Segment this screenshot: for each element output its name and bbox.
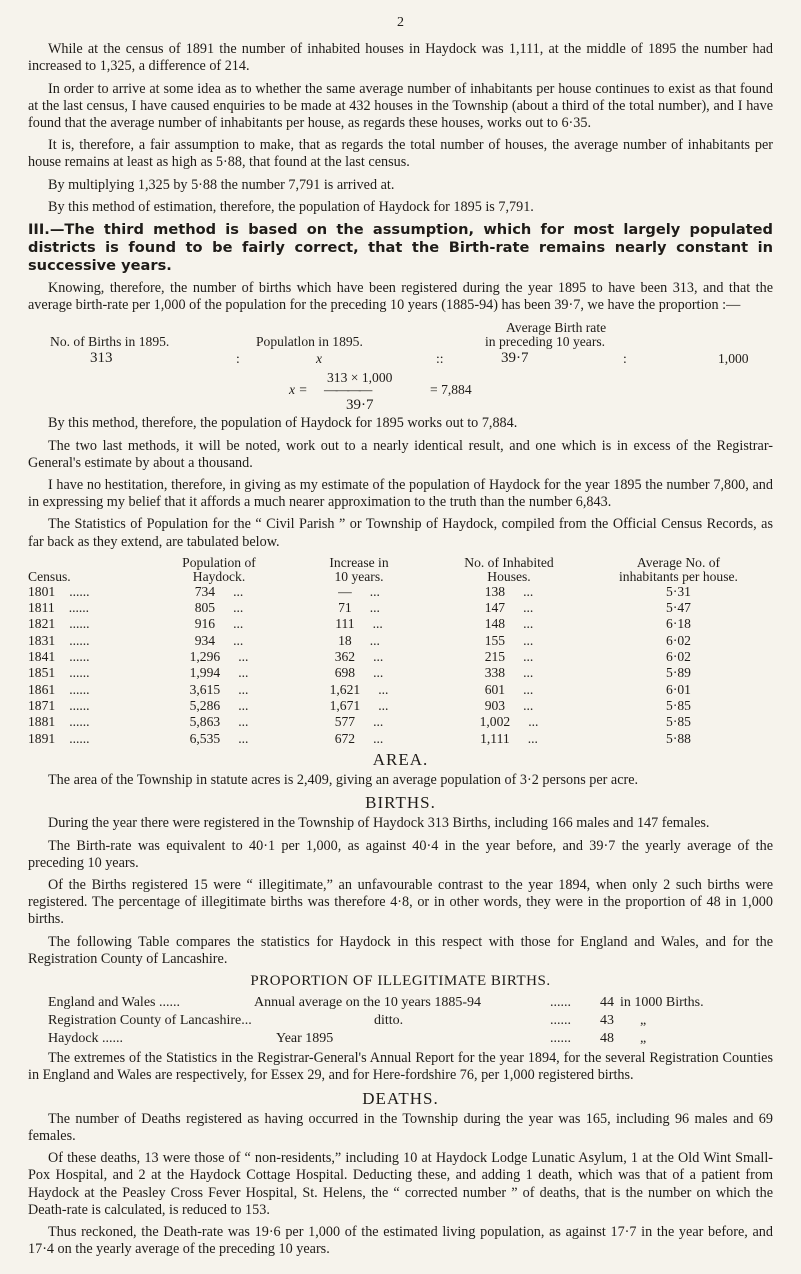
paragraph: The Birth-rate was equivalent to 40·1 per 1,000, as against 40·4 in the year before, and 39·7 the yearly average of the preceding 10 years. xyxy=(28,837,773,871)
leader-dots: ... xyxy=(233,632,244,648)
census-year-cell: 1861 xyxy=(28,681,56,697)
table-row xyxy=(28,584,773,600)
table-row xyxy=(28,731,773,747)
census-year-cell: 1891 xyxy=(28,730,56,746)
leader-dots: ... xyxy=(238,714,249,730)
census-increase-cell: 672 xyxy=(334,730,356,746)
table-header: Census. xyxy=(28,568,71,584)
paragraph: Of these deaths, 13 were those of “ non-residents,” including 10 at Haydock Lodge Lunatic Asylum, 1 at the Old Wint Small-Pox Hospital, and 2 at the Haydock Cottage Hospital. Deducting these, and adding 1 death, which was that of a patient from Haydock at the Peasley Cross Fever Hospital, St. Helens, the “ corrected number ” of deaths, that is the number on which the Death-rate is calculated, is reduced to 153. xyxy=(28,1150,773,1218)
table-header xyxy=(28,556,154,570)
leader-dots: ... xyxy=(523,632,534,648)
page-number: 2 xyxy=(397,15,404,30)
census-year-cell: 1821 xyxy=(28,616,56,632)
intro-section xyxy=(28,41,773,216)
table-row xyxy=(28,682,773,698)
leader-dots: ...... xyxy=(69,649,90,665)
leader-dots: ... xyxy=(373,730,384,746)
leader-dots: ... xyxy=(373,665,384,681)
leader-dots: ... xyxy=(527,730,538,746)
leader-dots: ... xyxy=(523,616,534,632)
census-increase-cell: 111 xyxy=(335,616,355,632)
paragraph: The extremes of the Statistics in the Registrar-General's Annual Report for the year 1894, for the several Registration Counties in England and Wales are respectively, for Essex 29, and for Here-fordshire 76, per 1,000 registered births. xyxy=(28,1050,773,1084)
proportion-births: 313 xyxy=(90,350,113,367)
paragraph: By this method, therefore, the population of Haydock for 1895 works out to 7,884. xyxy=(48,415,518,432)
leader-dots: ...... xyxy=(69,681,90,697)
table-row xyxy=(28,600,773,616)
illegitimate-heading: PROPORTION OF ILLEGITIMATE BIRTHS. xyxy=(250,973,551,990)
paragraph: The number of Deaths registered as having occurred in the Township during the year was 165, including 96 males and 69 females. xyxy=(28,1110,773,1145)
ill-dots: ...... xyxy=(550,995,571,1011)
paragraph: Thus reckoned, the Death-rate was 19·6 per 1,000 of the estimated living population, as against 17·7 in the year before, and 17·4 on the yearly average of the preceding 10 years. xyxy=(28,1224,773,1258)
census-table xyxy=(28,556,773,747)
leader-dots: ... xyxy=(369,600,380,616)
leader-dots: ... xyxy=(373,649,384,665)
census-average-cell: 5·47 xyxy=(666,600,691,616)
census-population-cell: 5,863 xyxy=(189,714,221,730)
table-header: Population of xyxy=(182,554,256,570)
proportion-sep: :: xyxy=(436,351,444,367)
census-houses-cell: 601 xyxy=(484,681,506,697)
table-header: Haydock. xyxy=(192,568,246,584)
leader-dots: ... xyxy=(233,600,244,616)
table-header: Houses. xyxy=(487,568,531,584)
census-year-cell: 1831 xyxy=(28,632,56,648)
leader-dots: ... xyxy=(238,665,249,681)
leader-dots: ... xyxy=(523,583,534,599)
proportion-header-births: No. of Births in 1895. xyxy=(50,334,170,350)
census-population-cell: 1,994 xyxy=(189,665,221,681)
leader-dots: ... xyxy=(372,616,383,632)
paragraph: I have no hestitation, therefore, in giving as my estimate of the population of Haydock for the year 1895 the number 7,800, and in expressing my belief that it affords a much nearer approximation to the truth than the number 6,843. xyxy=(28,477,773,511)
paragraph: The following Table compares the statistics for Haydock in this respect with those for England and Wales, and for the Registration County of Lancashire. xyxy=(28,933,773,967)
census-average-cell: 5·85 xyxy=(666,714,691,730)
ill-unit: in 1000 Births. xyxy=(620,995,704,1011)
paragraph: The Statistics of Population for the “ Civil Parish ” or Township of Haydock, compiled from the Official Census Records, as far back as they extend, are tabulated below. xyxy=(28,516,773,550)
leader-dots: ... xyxy=(523,600,534,616)
birth-rate-proportion xyxy=(28,319,773,415)
census-population-cell: 805 xyxy=(194,600,216,616)
proportion-sep: : xyxy=(623,351,627,367)
census-increase-cell: 18 xyxy=(338,632,352,648)
ill-period: Year 1895 xyxy=(276,1031,334,1047)
area-heading: AREA. xyxy=(372,749,429,769)
census-year-cell: 1841 xyxy=(28,649,56,665)
ill-area: England and Wales ...... xyxy=(48,995,180,1011)
leader-dots: ... xyxy=(233,616,244,632)
paragraph: During the year there were registered in the Township of Haydock 313 Births, including 166 males and 147 females. xyxy=(48,815,710,832)
leader-dots: ... xyxy=(238,649,249,665)
leader-dots: ... xyxy=(523,649,534,665)
proportion-x: x xyxy=(316,351,323,367)
table-header: 10 years. xyxy=(334,568,384,584)
after-method-section xyxy=(28,415,773,550)
paragraph: It is, therefore, a fair assumption to make, that as regards the total number of houses, the average number of inhabitants per house remains at least as high as 5·88, that found at the last census. xyxy=(28,137,773,171)
leader-dots: ...... xyxy=(69,583,90,599)
census-houses-cell: 903 xyxy=(484,697,506,713)
proportion-thousand: 1,000 xyxy=(718,351,749,367)
ill-unit: „ xyxy=(640,1031,647,1047)
census-houses-cell: 147 xyxy=(484,600,506,616)
deaths-heading: DEATHS. xyxy=(362,1088,439,1108)
leader-dots: ...... xyxy=(69,697,90,713)
ill-value: 44 xyxy=(600,995,614,1011)
paragraph: While at the census of 1891 the number of inhabited houses in Haydock was 1,111, at the middle of 1895 the number had increased to 1,325, a difference of 214. xyxy=(28,41,773,75)
census-increase-cell: 698 xyxy=(334,665,356,681)
census-average-cell: 6·01 xyxy=(666,681,691,697)
table-header: Increase in xyxy=(329,554,389,570)
ill-dots: ...... xyxy=(550,1031,571,1047)
paragraph: By this method of estimation, therefore, the population of Haydock for 1895 is 7,791. xyxy=(48,198,534,215)
proportion-header-population: Populatlon in 1895. xyxy=(256,334,363,350)
table-header-row xyxy=(28,570,773,584)
census-increase-cell: 71 xyxy=(338,600,352,616)
ill-period: Annual average on the 10 years 1885-94 xyxy=(254,995,482,1011)
census-average-cell: 6·02 xyxy=(666,632,691,648)
formula-denominator: 39·7 xyxy=(346,397,374,414)
paragraph: The area of the Township in statute acres is 2,409, giving an average population of 3·2 persons per acre. xyxy=(48,772,639,789)
census-increase-cell: 1,621 xyxy=(329,681,361,697)
census-year-cell: 1801 xyxy=(28,583,56,599)
census-houses-cell: 215 xyxy=(484,649,506,665)
census-year-cell: 1851 xyxy=(28,665,56,681)
census-increase-cell: — xyxy=(338,583,352,599)
census-year-cell: 1871 xyxy=(28,697,56,713)
census-increase-cell: 362 xyxy=(334,649,356,665)
paragraph: In order to arrive at some idea as to whether the same average number of inhabitants per house continues to exist as that found at the last census, I have caused enquiries to be made at 432 houses in the Township (about a third of the total number), and I have found that the average number of inhabitants per house, as regards these houses, works out to 6·35. xyxy=(28,80,773,132)
formula-numerator: 313 × 1,000 xyxy=(327,370,393,386)
leader-dots: ... xyxy=(369,632,380,648)
table-row xyxy=(28,616,773,632)
ill-value: 48 xyxy=(600,1031,614,1047)
leader-dots: ... xyxy=(233,583,244,599)
census-population-cell: 734 xyxy=(194,583,216,599)
ill-period: ditto. xyxy=(374,1013,404,1029)
births-heading: BIRTHS. xyxy=(365,793,436,813)
leader-dots: ... xyxy=(373,714,384,730)
census-houses-cell: 155 xyxy=(484,632,506,648)
census-average-cell: 6·18 xyxy=(666,616,691,632)
census-increase-cell: 1,671 xyxy=(329,697,361,713)
census-average-cell: 5·89 xyxy=(666,665,691,681)
illegitimate-table xyxy=(28,994,773,1050)
leader-dots: ... xyxy=(523,681,534,697)
table-row xyxy=(28,714,773,730)
table-row xyxy=(28,665,773,681)
leader-dots: ... xyxy=(378,681,389,697)
census-population-cell: 5,286 xyxy=(189,697,221,713)
paragraph: By multiplying 1,325 by 5·88 the number 7,791 is arrived at. xyxy=(48,176,395,193)
leader-dots: ... xyxy=(369,583,380,599)
leader-dots: ... xyxy=(528,714,539,730)
census-year-cell: 1881 xyxy=(28,714,56,730)
table-row xyxy=(28,633,773,649)
formula-x-equals: x = xyxy=(289,382,308,398)
document-page xyxy=(28,14,773,1264)
census-houses-cell: 138 xyxy=(484,583,506,599)
proportion-sep: : xyxy=(236,351,240,367)
leader-dots: ... xyxy=(378,697,389,713)
leader-dots: ...... xyxy=(69,616,90,632)
census-population-cell: 6,535 xyxy=(189,730,221,746)
proportion-header-rate-1: Average Birth rate xyxy=(506,320,607,336)
census-houses-cell: 148 xyxy=(484,616,506,632)
paragraph: Knowing, therefore, the number of births which have been registered during the year 1895 to have been 313, and that the average birth-rate per 1,000 of the population for the preceding 10 years (1885-94) has been 39·7, we have the proportion :— xyxy=(28,280,773,314)
leader-dots: ...... xyxy=(69,665,90,681)
leader-dots: ...... xyxy=(69,714,90,730)
ill-area: Registration County of Lancashire... xyxy=(48,1013,252,1029)
census-average-cell: 5·88 xyxy=(666,730,691,746)
leader-dots: ... xyxy=(523,697,534,713)
table-row xyxy=(28,698,773,714)
formula-rule: ———— xyxy=(324,382,371,398)
proportion-header-rate-2: in preceding 10 years. xyxy=(485,334,606,350)
census-average-cell: 5·85 xyxy=(666,697,691,713)
census-increase-cell: 577 xyxy=(334,714,356,730)
census-houses-cell: 338 xyxy=(484,665,506,681)
leader-dots: ...... xyxy=(69,632,90,648)
census-year-cell: 1811 xyxy=(28,600,55,616)
leader-dots: ... xyxy=(523,665,534,681)
ill-value: 43 xyxy=(600,1013,614,1029)
table-header: No. of Inhabited xyxy=(464,554,554,570)
census-population-cell: 3,615 xyxy=(189,681,221,697)
census-average-cell: 6·02 xyxy=(666,649,691,665)
table-row xyxy=(28,649,773,665)
method-heading: III.—The third method is based on the assumption, which for most largely populated districts is found to be fairly correct, that the Birth-rate remains nearly constant in successive years. xyxy=(28,221,773,275)
census-houses-cell: 1,002 xyxy=(479,714,511,730)
census-population-cell: 1,296 xyxy=(189,649,221,665)
formula-result: = 7,884 xyxy=(430,382,472,398)
proportion-rate: 39·7 xyxy=(501,350,529,367)
table-header: Average No. of xyxy=(636,554,721,570)
census-population-cell: 916 xyxy=(194,616,216,632)
ill-dots: ...... xyxy=(550,1013,571,1029)
census-population-cell: 934 xyxy=(194,632,216,648)
census-average-cell: 5·31 xyxy=(666,583,691,599)
ill-unit: „ xyxy=(640,1013,647,1029)
leader-dots: ...... xyxy=(68,600,90,616)
leader-dots: ... xyxy=(238,697,249,713)
leader-dots: ... xyxy=(238,681,249,697)
ill-area: Haydock ...... xyxy=(48,1031,124,1047)
census-houses-cell: 1,111 xyxy=(480,730,510,746)
leader-dots: ...... xyxy=(69,730,90,746)
table-header-row xyxy=(28,556,773,570)
paragraph: The two last methods, it will be noted, work out to a nearly identical result, and one which is in excess of the Registrar-General's estimate by about a thousand. xyxy=(28,437,773,471)
leader-dots: ... xyxy=(238,730,249,746)
paragraph: Of the Births registered 15 were “ illegitimate,” an unfavourable contrast to the year 1894, when only 2 such births were registered. The percentage of illegitimate births was therefore 4·8, or in other words, they were in the proportion of 48 in 1,000 births. xyxy=(28,877,773,928)
table-header: inhabitants per house. xyxy=(619,568,738,584)
